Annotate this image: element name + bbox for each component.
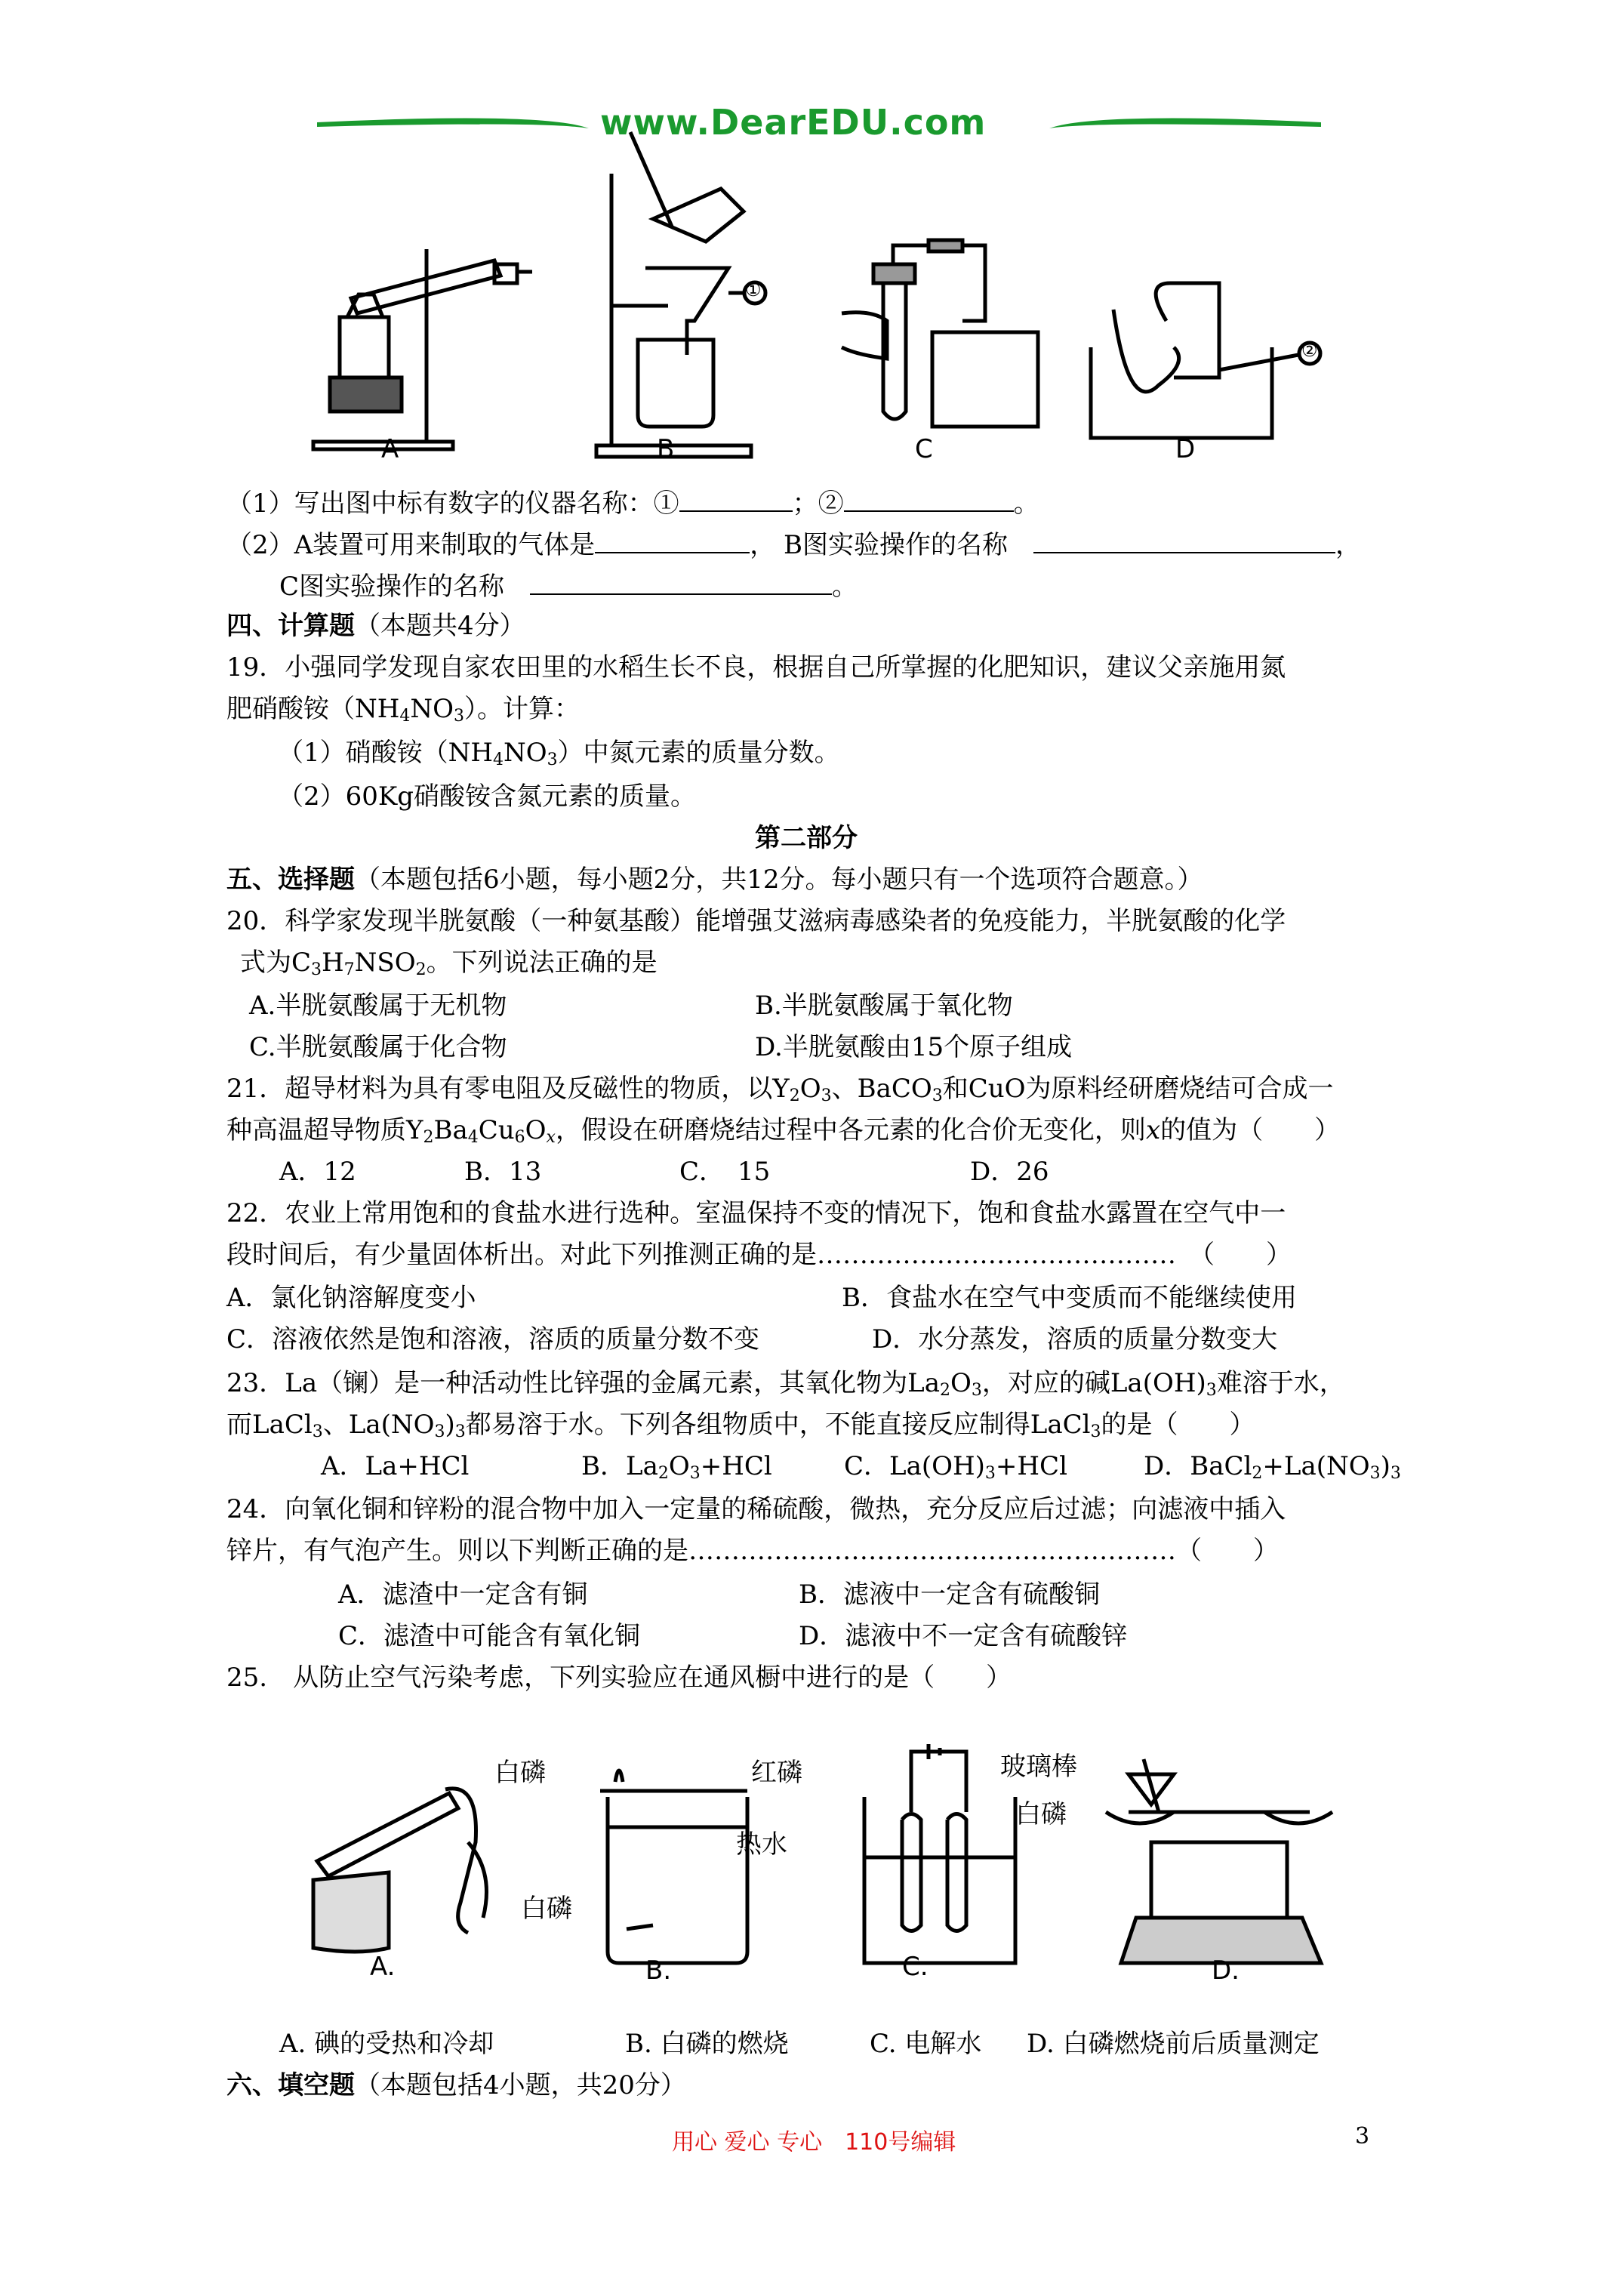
q24-option-b: B．滤液中一定含有硫酸铜 xyxy=(799,1579,1100,1610)
q22-line1: 22．农业上常用饱和的食盐水进行选种。室温保持不变的情况下，饱和食盐水露置在空气中一 xyxy=(226,1198,1286,1228)
q21-option-a: A．12 xyxy=(279,1157,356,1187)
q25-option-a: A. 碘的受热和冷却 xyxy=(279,2029,494,2059)
fig1-label-d: D xyxy=(1175,434,1196,464)
fig2-label-honglin: 红磷 xyxy=(751,1758,802,1788)
q25-apparatus-b xyxy=(600,1771,747,1963)
fig2-label-reshui: 热水 xyxy=(736,1829,787,1860)
q25-option-b: B. 白磷的燃烧 xyxy=(625,2029,789,2059)
q19-item1: （1）硝酸铵$(NH_4NO_3)$中氮元素的质量分数。 xyxy=(278,738,840,769)
q22-option-c: C．溶液依然是饱和溶液，溶质的质量分数不变 xyxy=(226,1324,760,1354)
q21-line2: 种高温超导物质$Y_2Ba_4Cu_6O_x$，假设在研磨烧结过程中各元素的化合价无变化，则x的值为（ ） xyxy=(226,1115,1341,1147)
q21-option-d: D．26 xyxy=(970,1157,1049,1187)
q23-option-a: A．La+HCl xyxy=(321,1451,470,1481)
q25-figure xyxy=(298,1729,1400,1978)
q21-option-c: C． 15 xyxy=(679,1157,771,1187)
fig2-label-c: C. xyxy=(902,1952,929,1982)
q25-apparatus-d xyxy=(1106,1759,1332,1963)
apparatus-figure xyxy=(313,128,1355,491)
page-number: 3 xyxy=(1355,2123,1370,2150)
q23-option-d: D．$BaCl_2+La(NO_3)_3$ xyxy=(1144,1451,1401,1483)
apparatus-d xyxy=(1091,283,1320,438)
q25-apparatus-a xyxy=(313,1789,487,1952)
apparatus-c xyxy=(842,240,1038,427)
q19-line1: 19．小强同学发现自家农田里的水稻生长不良，根据自己所掌握的化肥知识，建议父亲施用氮 xyxy=(226,652,1286,683)
fig2-label-bolibang: 玻璃棒 xyxy=(1000,1752,1077,1782)
fig1-label-c: C xyxy=(915,434,933,464)
q24-option-a: A．滤渣中一定含有铜 xyxy=(338,1579,588,1610)
q18-line3: C图实验操作的名称 。 xyxy=(279,568,858,603)
q18-line1: （1）写出图中标有数字的仪器名称：① ；② 。 xyxy=(226,485,1039,520)
fig2-label-b: B. xyxy=(645,1955,672,1986)
q23-line1: 23．La（镧）是一种活动性比锌强的金属元素，其氧化物为$La_2O_3$，对应的碱$La(OH)_3$难溶于水， xyxy=(226,1368,1345,1400)
q25-option-c: C. 电解水 xyxy=(870,2029,982,2059)
apparatus-b xyxy=(596,132,765,457)
section4-heading: 四、计算题（本题共4分） xyxy=(226,611,525,641)
fig2-label-a: A. xyxy=(370,1952,396,1982)
section5-heading: 五、选择题（本题包括6小题，每小题2分，共12分。每小题只有一个选项符合题意。） xyxy=(226,864,1203,895)
fig1-label-b: B xyxy=(657,434,675,464)
q24-line2: 锌片，有气泡产生。则以下判断正确的是…………………………………………………（ ） xyxy=(226,1536,1279,1566)
header-site: www.DearEDU.com xyxy=(600,102,987,143)
q19-item2: （2）60Kg硝酸铵含氮元素的质量。 xyxy=(278,781,697,812)
q22-option-a: A．氯化钠溶解度变小 xyxy=(226,1283,476,1313)
q23-option-c: C．$La(OH)_3+HCl$ xyxy=(844,1451,1067,1483)
q23-line2: 而LaCl$_3$、$La(NO_3)_3$都易溶于水。下列各组物质中，不能直接反应制得LaCl$_3$的是（ ） xyxy=(226,1410,1255,1441)
section6-heading: 六、填空题（本题包括4小题，共20分） xyxy=(226,2070,686,2100)
q23-option-b: B．$La_2O_3+HCl$ xyxy=(581,1451,772,1483)
q21-line1: 21．超导材料为具有零电阻及反磁性的物质，以$Y_2O_3$、BaCO$_3$和CuO为原料经研磨烧结可合成一 xyxy=(226,1074,1334,1105)
q19-line2: 肥硝酸铵$(NH_4NO_3)$。计算： xyxy=(226,694,581,726)
fig2-label-bailin-3: 白磷 xyxy=(1015,1799,1067,1829)
apparatus-a xyxy=(313,249,532,449)
fig2-label-d: D. xyxy=(1212,1955,1240,1986)
q18-line2: （2）A装置可用来制取的气体是 ， B图实验操作的名称 ， xyxy=(226,526,1361,562)
mark-2: ② xyxy=(1301,340,1318,361)
q20-line2: 式为$C_3H_7NSO_2$。下列说法正确的是 xyxy=(240,948,658,979)
q25-apparatus-c xyxy=(864,1744,1015,1963)
q25-line1: 25. 从防止空气污染考虑，下列实验应在通风橱中进行的是（ ） xyxy=(226,1663,1012,1693)
q22-line2: 段时间后，有少量固体析出。对此下列推测正确的是…………………………………… （ ） xyxy=(226,1240,1292,1270)
part2-title: 第二部分 xyxy=(755,823,858,853)
q20-line1: 20．科学家发现半胱氨酸（一种氨基酸）能增强艾滋病毒感染者的免疫能力，半胱氨酸的化学 xyxy=(226,906,1286,936)
q21-option-b: B．13 xyxy=(464,1157,542,1187)
fig2-label-bailin-2: 白磷 xyxy=(521,1894,572,1924)
q24-line1: 24．向氧化铜和锌粉的混合物中加入一定量的稀硫酸，微热，充分反应后过滤；向滤液中插入 xyxy=(226,1494,1286,1524)
q22-option-d: D．水分蒸发，溶质的质量分数变大 xyxy=(872,1324,1278,1354)
q24-option-c: C．滤渣中可能含有氧化铜 xyxy=(338,1621,641,1651)
q24-option-d: D．滤液中不一定含有硫酸锌 xyxy=(799,1621,1128,1651)
fig2-label-bailin-1: 白磷 xyxy=(494,1758,546,1788)
q20-option-c: C.半胱氨酸属于化合物 xyxy=(249,1032,507,1062)
q20-option-d: D.半胱氨酸由15个原子组成 xyxy=(755,1032,1073,1062)
q25-option-d: D. 白磷燃烧前后质量测定 xyxy=(1027,2029,1320,2059)
q22-option-b: B．食盐水在空气中变质而不能继续使用 xyxy=(842,1283,1297,1313)
mark-1: ① xyxy=(745,279,762,300)
q20-option-a: A.半胱氨酸属于无机物 xyxy=(249,991,507,1021)
footer-text: 用心 爱心 专心 110号编辑 xyxy=(672,2129,956,2156)
q20-option-b: B.半胱氨酸属于氧化物 xyxy=(755,991,1013,1021)
fig1-label-a: A xyxy=(381,434,399,464)
